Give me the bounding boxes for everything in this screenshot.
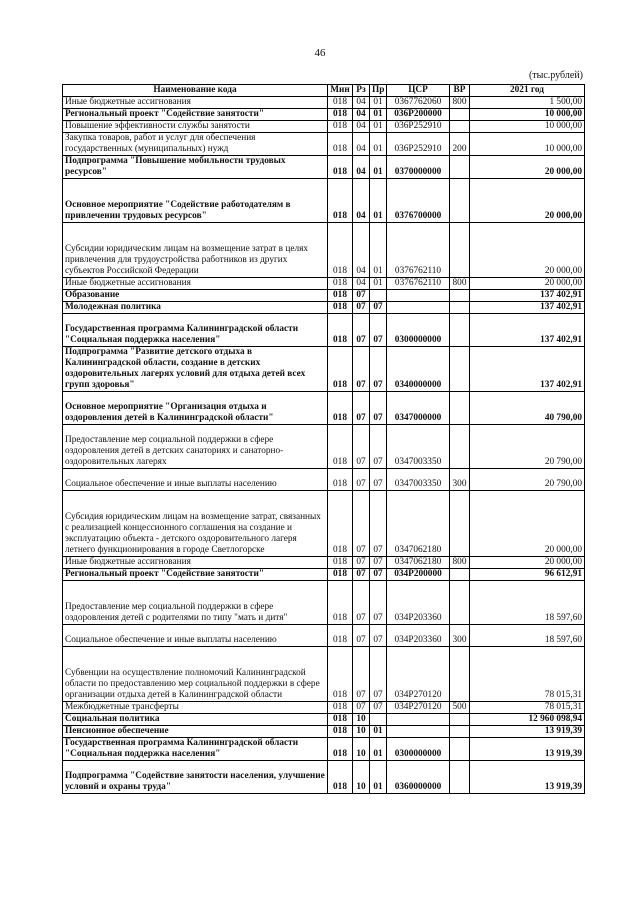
cell-pr: 07 — [370, 556, 387, 568]
cell-name: Субсидия юридическим лицам на возмещение затрат, связанных с реализацией концессионного соглашения на создание и эксплуатацию объекта - детского оздоровительного лагеря летнего функционирования в городе Светлогорске — [63, 490, 328, 556]
cell-min: 018 — [328, 760, 353, 793]
cell-sum: 20 790,00 — [470, 468, 585, 490]
cell-sum: 20 000,00 — [470, 155, 585, 178]
table-header-row — [63, 85, 585, 97]
cell-csr: 0300000000 — [387, 313, 450, 346]
cell-min: 018 — [328, 725, 353, 737]
header-name: Наименование кода — [63, 85, 328, 97]
cell-name: Закупка товаров, работ и услуг для обеспечения государственных (муниципальных) нужд — [63, 132, 328, 155]
cell-csr: 034P200000 — [387, 568, 450, 580]
cell-min: 018 — [328, 646, 353, 701]
cell-min: 018 — [328, 568, 353, 580]
cell-min: 018 — [328, 277, 353, 289]
cell-pr: 07 — [370, 468, 387, 490]
cell-pr: 07 — [370, 624, 387, 646]
cell-min: 018 — [328, 222, 353, 277]
cell-csr: 0347003350 — [387, 468, 450, 490]
cell-sum: 1 500,00 — [470, 97, 585, 109]
cell-pr: 07 — [370, 490, 387, 556]
cell-csr — [387, 713, 450, 725]
cell-csr: 0360000000 — [387, 760, 450, 793]
cell-rz: 07 — [353, 568, 370, 580]
cell-vr — [450, 391, 470, 424]
header-csr: ЦСР — [387, 85, 450, 97]
cell-min: 018 — [328, 346, 353, 391]
cell-name: Иные бюджетные ассигнования — [63, 97, 328, 109]
cell-pr: 07 — [370, 391, 387, 424]
cell-vr: 800 — [450, 97, 470, 109]
cell-sum: 18 597,60 — [470, 624, 585, 646]
cell-sum: 137 402,91 — [470, 289, 585, 301]
cell-rz: 04 — [353, 222, 370, 277]
cell-pr: 01 — [370, 737, 387, 760]
cell-min: 018 — [328, 624, 353, 646]
table-row — [63, 490, 585, 556]
cell-sum: 20 000,00 — [470, 490, 585, 556]
cell-vr — [450, 646, 470, 701]
cell-vr — [450, 301, 470, 313]
table-row — [63, 737, 585, 760]
cell-sum: 13 919,39 — [470, 725, 585, 737]
cell-sum: 12 960 098,94 — [470, 713, 585, 725]
cell-pr: 01 — [370, 178, 387, 222]
cell-rz: 04 — [353, 120, 370, 132]
cell-vr — [450, 178, 470, 222]
cell-vr — [450, 289, 470, 301]
cell-vr — [450, 120, 470, 132]
cell-csr: 034P270120 — [387, 646, 450, 701]
cell-rz: 10 — [353, 760, 370, 793]
cell-sum: 40 790,00 — [470, 391, 585, 424]
cell-rz: 07 — [353, 624, 370, 646]
cell-name: Субсидии юридическим лицам на возмещение затрат в целях привлечения для трудоустройства работников из других субъектов Российской Федерации — [63, 222, 328, 277]
cell-min: 018 — [328, 97, 353, 109]
cell-min: 018 — [328, 737, 353, 760]
cell-pr: 01 — [370, 725, 387, 737]
cell-rz: 07 — [353, 701, 370, 713]
cell-pr: 01 — [370, 155, 387, 178]
cell-vr — [450, 222, 470, 277]
cell-sum: 137 402,91 — [470, 346, 585, 391]
cell-rz: 07 — [353, 556, 370, 568]
table-row — [63, 624, 585, 646]
cell-vr — [450, 580, 470, 624]
cell-name: Межбюджетные трансферты — [63, 701, 328, 713]
cell-pr: 01 — [370, 97, 387, 109]
cell-sum: 13 919,39 — [470, 760, 585, 793]
cell-pr: 07 — [370, 701, 387, 713]
cell-rz: 04 — [353, 108, 370, 120]
cell-csr: 0347062180 — [387, 556, 450, 568]
cell-sum: 96 612,91 — [470, 568, 585, 580]
cell-vr — [450, 424, 470, 468]
cell-vr: 300 — [450, 468, 470, 490]
cell-min: 018 — [328, 424, 353, 468]
cell-rz: 07 — [353, 646, 370, 701]
cell-csr: 034P270120 — [387, 701, 450, 713]
cell-rz: 04 — [353, 277, 370, 289]
cell-csr: 0300000000 — [387, 737, 450, 760]
cell-name: Предоставление мер социальной поддержки в сфере оздоровления детей с родителями по типу "мать и дитя" — [63, 580, 328, 624]
cell-rz: 04 — [353, 155, 370, 178]
table-row — [63, 108, 585, 120]
cell-rz: 07 — [353, 289, 370, 301]
cell-name: Подпрограмма "Содействие занятости населения, улучшение условий и охраны труда" — [63, 760, 328, 793]
table-row — [63, 120, 585, 132]
cell-min: 018 — [328, 391, 353, 424]
cell-csr: 0340000000 — [387, 346, 450, 391]
cell-pr — [370, 713, 387, 725]
cell-name: Образование — [63, 289, 328, 301]
cell-name: Региональный проект "Содействие занятости" — [63, 108, 328, 120]
cell-min: 018 — [328, 120, 353, 132]
cell-csr: 036P200000 — [387, 108, 450, 120]
table-row — [63, 132, 585, 155]
table-row — [63, 391, 585, 424]
cell-csr: 0376762110 — [387, 222, 450, 277]
cell-sum: 20 000,00 — [470, 277, 585, 289]
cell-vr: 300 — [450, 624, 470, 646]
cell-pr: 01 — [370, 222, 387, 277]
table-row — [63, 701, 585, 713]
cell-name: Основное мероприятие "Организация отдыха и оздоровления детей в Калининградской области" — [63, 391, 328, 424]
cell-name: Социальное обеспечение и иные выплаты населению — [63, 624, 328, 646]
table-row — [63, 97, 585, 109]
cell-rz: 07 — [353, 468, 370, 490]
cell-pr: 07 — [370, 646, 387, 701]
table-row — [63, 568, 585, 580]
table-row — [63, 277, 585, 289]
table-row — [63, 713, 585, 725]
cell-min: 018 — [328, 701, 353, 713]
cell-sum: 18 597,60 — [470, 580, 585, 624]
cell-pr: 07 — [370, 346, 387, 391]
cell-pr: 07 — [370, 568, 387, 580]
cell-csr: 036P252910 — [387, 120, 450, 132]
table-row — [63, 301, 585, 313]
cell-sum: 10 000,00 — [470, 132, 585, 155]
cell-csr — [387, 289, 450, 301]
cell-pr — [370, 289, 387, 301]
cell-vr — [450, 725, 470, 737]
cell-vr — [450, 713, 470, 725]
header-rz: Рз — [353, 85, 370, 97]
cell-min: 018 — [328, 468, 353, 490]
cell-min: 018 — [328, 301, 353, 313]
cell-csr: 034P203360 — [387, 624, 450, 646]
cell-min: 018 — [328, 108, 353, 120]
cell-sum: 20 000,00 — [470, 222, 585, 277]
cell-pr: 01 — [370, 132, 387, 155]
cell-vr: 500 — [450, 701, 470, 713]
cell-pr: 07 — [370, 313, 387, 346]
table-row — [63, 424, 585, 468]
cell-rz: 07 — [353, 580, 370, 624]
cell-min: 018 — [328, 289, 353, 301]
cell-name: Подпрограмма "Повышение мобильности трудовых ресурсов" — [63, 155, 328, 178]
cell-rz: 07 — [353, 301, 370, 313]
cell-min: 018 — [328, 313, 353, 346]
cell-name: Государственная программа Калининградской области "Социальная поддержка населения" — [63, 313, 328, 346]
cell-name: Региональный проект "Содействие занятости" — [63, 568, 328, 580]
cell-name: Подпрограмма "Развитие детского отдыха в Калининградской области, создание в детских оздоровительных лагерях условий для отдыха детей всех групп здоровья" — [63, 346, 328, 391]
cell-vr — [450, 737, 470, 760]
header-vr: ВР — [450, 85, 470, 97]
cell-csr: 0376762110 — [387, 277, 450, 289]
cell-rz: 04 — [353, 97, 370, 109]
cell-csr: 0376700000 — [387, 178, 450, 222]
cell-vr — [450, 568, 470, 580]
cell-min: 018 — [328, 580, 353, 624]
table-row — [63, 725, 585, 737]
cell-name: Иные бюджетные ассигнования — [63, 277, 328, 289]
cell-rz: 07 — [353, 313, 370, 346]
units-note: (тыс.рублей) — [528, 70, 583, 81]
cell-rz: 10 — [353, 737, 370, 760]
table-row — [63, 580, 585, 624]
cell-name: Социальная политика — [63, 713, 328, 725]
cell-sum: 10 000,00 — [470, 120, 585, 132]
cell-sum: 20 000,00 — [470, 178, 585, 222]
cell-pr: 01 — [370, 108, 387, 120]
cell-pr: 07 — [370, 580, 387, 624]
table-row — [63, 346, 585, 391]
table-row — [63, 646, 585, 701]
cell-min: 018 — [328, 178, 353, 222]
cell-vr — [450, 313, 470, 346]
cell-rz: 07 — [353, 490, 370, 556]
cell-csr: 0347000000 — [387, 391, 450, 424]
cell-sum: 20 000,00 — [470, 556, 585, 568]
budget-table — [62, 84, 585, 794]
cell-vr — [450, 760, 470, 793]
page-number: 46 — [314, 47, 326, 59]
cell-pr: 01 — [370, 760, 387, 793]
cell-csr: 0347003350 — [387, 424, 450, 468]
cell-sum: 78 015,31 — [470, 646, 585, 701]
cell-vr: 800 — [450, 556, 470, 568]
cell-sum: 137 402,91 — [470, 313, 585, 346]
cell-pr: 07 — [370, 301, 387, 313]
cell-min: 018 — [328, 155, 353, 178]
cell-csr — [387, 301, 450, 313]
cell-pr: 01 — [370, 120, 387, 132]
cell-vr: 800 — [450, 277, 470, 289]
table-row — [63, 222, 585, 277]
cell-name: Государственная программа Калининградской области "Социальная поддержка населения" — [63, 737, 328, 760]
cell-rz: 07 — [353, 424, 370, 468]
cell-csr — [387, 725, 450, 737]
cell-name: Пенсионное обеспечение — [63, 725, 328, 737]
table-row — [63, 155, 585, 178]
cell-rz: 04 — [353, 178, 370, 222]
cell-rz: 10 — [353, 713, 370, 725]
cell-pr: 01 — [370, 277, 387, 289]
cell-name: Основное мероприятие "Содействие работодателям в привлечении трудовых ресурсов" — [63, 178, 328, 222]
table-row — [63, 468, 585, 490]
cell-sum: 13 919,39 — [470, 737, 585, 760]
table-row — [63, 313, 585, 346]
cell-name: Предоставление мер социальной поддержки в сфере оздоровления детей в детских санаториях и санаторно-оздоровительных лагерях — [63, 424, 328, 468]
cell-csr: 0347062180 — [387, 490, 450, 556]
cell-csr: 036P252910 — [387, 132, 450, 155]
table-row — [63, 289, 585, 301]
header-min: Мин — [328, 85, 353, 97]
table-row — [63, 760, 585, 793]
cell-rz: 07 — [353, 346, 370, 391]
cell-sum: 137 402,91 — [470, 301, 585, 313]
cell-rz: 07 — [353, 391, 370, 424]
cell-csr: 0367762060 — [387, 97, 450, 109]
cell-min: 018 — [328, 556, 353, 568]
cell-rz: 10 — [353, 725, 370, 737]
cell-min: 018 — [328, 132, 353, 155]
cell-rz: 04 — [353, 132, 370, 155]
cell-vr — [450, 490, 470, 556]
table-row — [63, 178, 585, 222]
cell-name: Субвенции на осуществление полномочий Калининградской области по предоставлению мер социальной поддержки в сфере организации отдыха детей в Калининградской области — [63, 646, 328, 701]
cell-sum: 20 790,00 — [470, 424, 585, 468]
cell-pr: 07 — [370, 424, 387, 468]
cell-sum: 78 015,31 — [470, 701, 585, 713]
header-pr: Пр — [370, 85, 387, 97]
cell-vr — [450, 108, 470, 120]
header-sum: 2021 год — [470, 85, 585, 97]
cell-sum: 10 000,00 — [470, 108, 585, 120]
cell-vr — [450, 346, 470, 391]
cell-csr: 034P203360 — [387, 580, 450, 624]
table-row — [63, 556, 585, 568]
cell-name: Повышение эффективности службы занятости — [63, 120, 328, 132]
cell-vr — [450, 155, 470, 178]
cell-name: Иные бюджетные ассигнования — [63, 556, 328, 568]
cell-name: Социальное обеспечение и иные выплаты населению — [63, 468, 328, 490]
cell-csr: 0370000000 — [387, 155, 450, 178]
cell-vr: 200 — [450, 132, 470, 155]
cell-name: Молодежная политика — [63, 301, 328, 313]
cell-min: 018 — [328, 713, 353, 725]
cell-min: 018 — [328, 490, 353, 556]
